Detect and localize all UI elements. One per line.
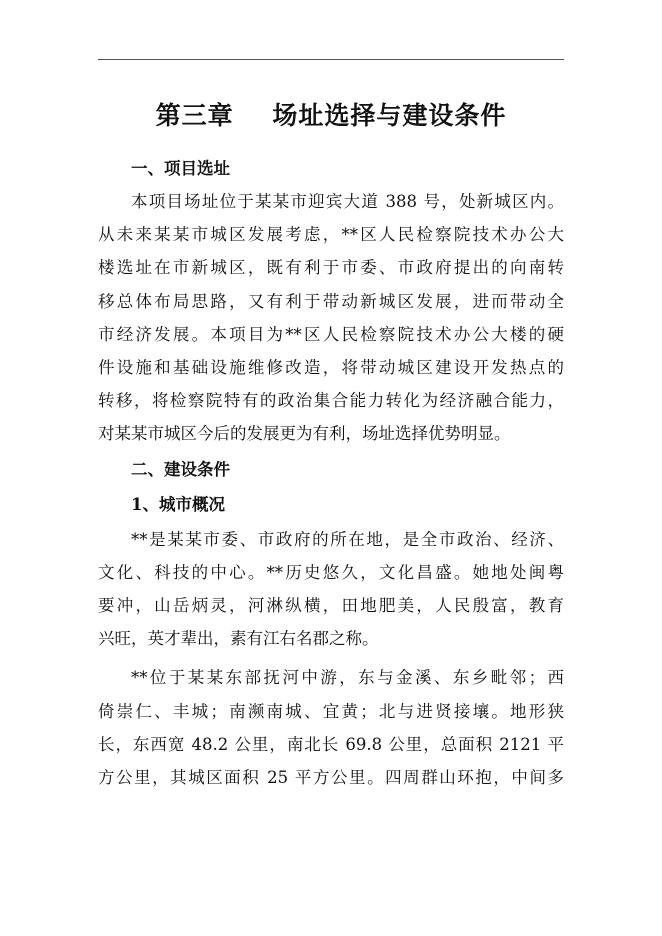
paragraph-line: 件设施和基础设施维修改造，将带动城区建设开发热点的 bbox=[98, 358, 564, 378]
paragraph-line: 市经济发展。本项目为**区人民检察院技术办公大楼的硬 bbox=[98, 324, 564, 344]
chapter-title: 第三章 场址选择与建设条件 bbox=[155, 101, 507, 130]
paragraph-line: 转移，将检察院特有的政治集合能力转化为经济融合能力， bbox=[98, 391, 564, 411]
paragraph-line: **位于某某东部抚河中游，东与金溪、东乡毗邻；西 bbox=[131, 668, 564, 688]
paragraph-line: 楼选址在市新城区，既有利于市委、市政府提出的向南转 bbox=[98, 258, 564, 278]
paragraph-line: 文化、科技的中心。**历史悠久，文化昌盛。她地处闽粤 bbox=[98, 562, 564, 582]
paragraph-line: 方公里，其城区面积 25 平方公里。四周群山环抱，中间多 bbox=[98, 768, 564, 788]
paragraph-line: 从未来某某市城区发展考虑，**区人民检察院技术办公大 bbox=[98, 225, 564, 245]
paragraph-line: 倚崇仁、丰城；南濒南城、宜黄；北与进贤接壤。地形狭 bbox=[98, 701, 564, 721]
section-heading-construction-conditions: 二、建设条件 bbox=[131, 459, 230, 479]
paragraph-line: 移总体布局思路，又有利于带动新城区发展，进而带动全 bbox=[98, 291, 564, 311]
paragraph-line: 要冲，山岳炳灵，河淋纵横，田地肥美，人民殷富，教育 bbox=[98, 596, 564, 616]
paragraph-line: 对某某市城区今后的发展更为有利，场址选择优势明显。 bbox=[98, 424, 511, 444]
header-rule bbox=[98, 59, 564, 60]
section-heading-site-selection: 一、项目选址 bbox=[131, 159, 230, 178]
paragraph-line: 兴旺，英才辈出，素有江右名郡之称。 bbox=[98, 629, 379, 649]
paragraph-geography bbox=[98, 661, 564, 794]
paragraph-line: 本项目场址位于某某市迎宾大道 388 号，处新城区内。 bbox=[131, 192, 564, 211]
paragraph-city-overview bbox=[98, 523, 564, 656]
page-content bbox=[98, 96, 564, 794]
paragraph-site-selection bbox=[98, 185, 564, 451]
subheading-city-overview: 1、城市概况 bbox=[131, 494, 225, 514]
paragraph-line: 长，东西宽 48.2 公里，南北长 69.8 公里，总面积 2121 平 bbox=[98, 734, 564, 754]
paragraph-line: **是某某市委、市政府的所在地，是全市政治、经济、 bbox=[131, 529, 564, 549]
